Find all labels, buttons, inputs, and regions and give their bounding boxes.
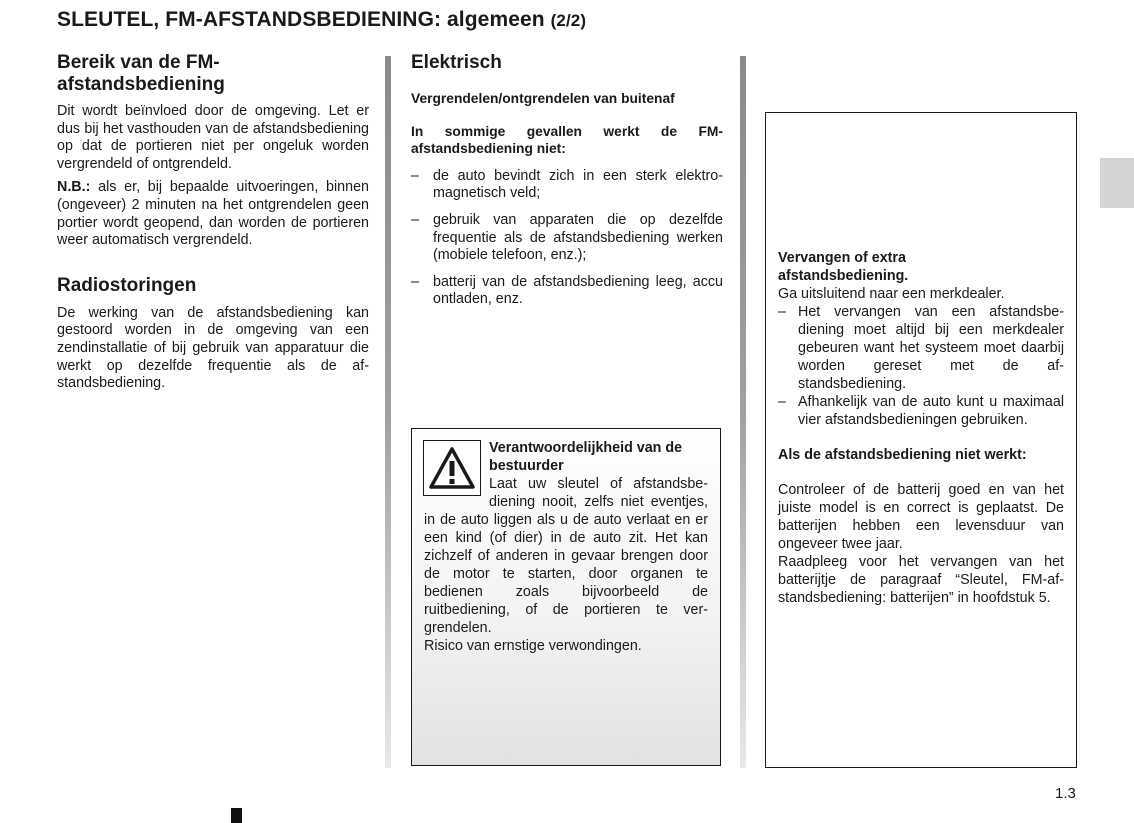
nb-label: N.B.: [57,179,91,196]
heading-range: Bereik van de FM-afstandsbediening [57,52,225,95]
page-title [57,8,586,32]
list-item: – batterij van de afstandsbediening leeg, accu ontladen, enz. [411,274,723,309]
warning-triangle-icon [423,440,481,496]
warning-box [411,428,721,766]
paragraph-range: Dit wordt beïnvloed door de omgeving. Let er dus bij het vasthouden van de afstandsbediening op dat de portieren niet per ongeluk worden vergrendeld of ontgrendeld. [57,103,369,172]
warning-title: Verantwoordelijkheid van de bestuurder [489,440,683,474]
print-marker [231,808,242,823]
title-main: SLEUTEL, FM-AFSTANDSBEDIENING: algemeen [57,8,545,31]
paragraph-nb [57,179,369,249]
list-item: – gebruik van apparaten die op dezelfde frequentie als de afstandsbediening werken (mobiele telefoon, enz.); [411,212,723,265]
list-item: – Het vervangen van een afstandsbediening moet altijd bij een merkdealer gebeuren want het systeem moet daarbij worden gereset met de afstandsbediening. [778,303,1064,393]
paragraph-radio: De werking van de afstandsbediening kan gestoord worden in de omgeving van een zendinstallatie of bij gebruik van apparatuur die werkt op dezelfde frequentie als de afstandsbediening. [57,304,369,392]
info-list [778,303,1064,429]
section-tab [1100,158,1134,208]
nb-text: als er, bij bepaalde uitvoeringen, binnen (ongeveer) 2 minuten na het ontgrendelen geen portier wordt geopend, dan worden de portieren weer automatisch vergrendeld. [57,179,369,249]
column-left [57,52,369,393]
info-line: Ga uitsluitend naar een merkdealer. [778,286,1005,302]
info-para1: Controleer of de batterij goed en van het juiste model is en correct is geplaatst. De batterijen hebben een levensduur van ongeveer twee jaar. [778,482,1064,552]
page-number: 1.3 [1055,785,1076,802]
title-sub: (2/2) [550,11,587,30]
column-middle [411,52,723,318]
warning-text: Laat uw sleutel of afstandsbediening nooit, zelfs niet eventjes, in de auto liggen als u de auto verlaat en er een kind (of dier) in de auto zit. Het kan zichzelf of anderen in gevaar brengen door de motor te starten, door organen te bedienen zoals bijvoorbeeld de ruitbediening, of de portieren te vergrendelen. [424,476,708,636]
list-item: – de auto bevindt zich in een sterk elektromagnetisch veld; [411,168,723,203]
info-subtitle: Als de afstandsbediening niet werkt: [778,447,1027,463]
info-para2: Raadpleeg voor het vervangen van het batterijtje de paragraaf “Sleutel, FM-afstandsbediening: batterijen” in hoofdstuk 5. [778,554,1064,606]
warning-risk: Risico van ernstige verwondingen. [424,638,642,654]
cause-list [411,168,723,309]
info-title: Vervangen of extra afstandsbediening. [778,250,909,284]
heading-electric: Elektrisch [411,52,502,73]
heading-radio: Radiostoringen [57,274,197,296]
info-box [765,112,1077,768]
subheading-lock: Vergrendelen/ontgrendelen van buitenaf [411,91,675,106]
column-separator-2 [740,56,746,768]
intro-not-working: In sommige gevallen werkt de FM-afstandsbediening niet: [411,123,723,157]
list-item: – Afhankelijk van de auto kunt u maximaal vier afstandsbedieningen gebruiken. [778,393,1064,429]
column-separator-1 [385,56,391,768]
